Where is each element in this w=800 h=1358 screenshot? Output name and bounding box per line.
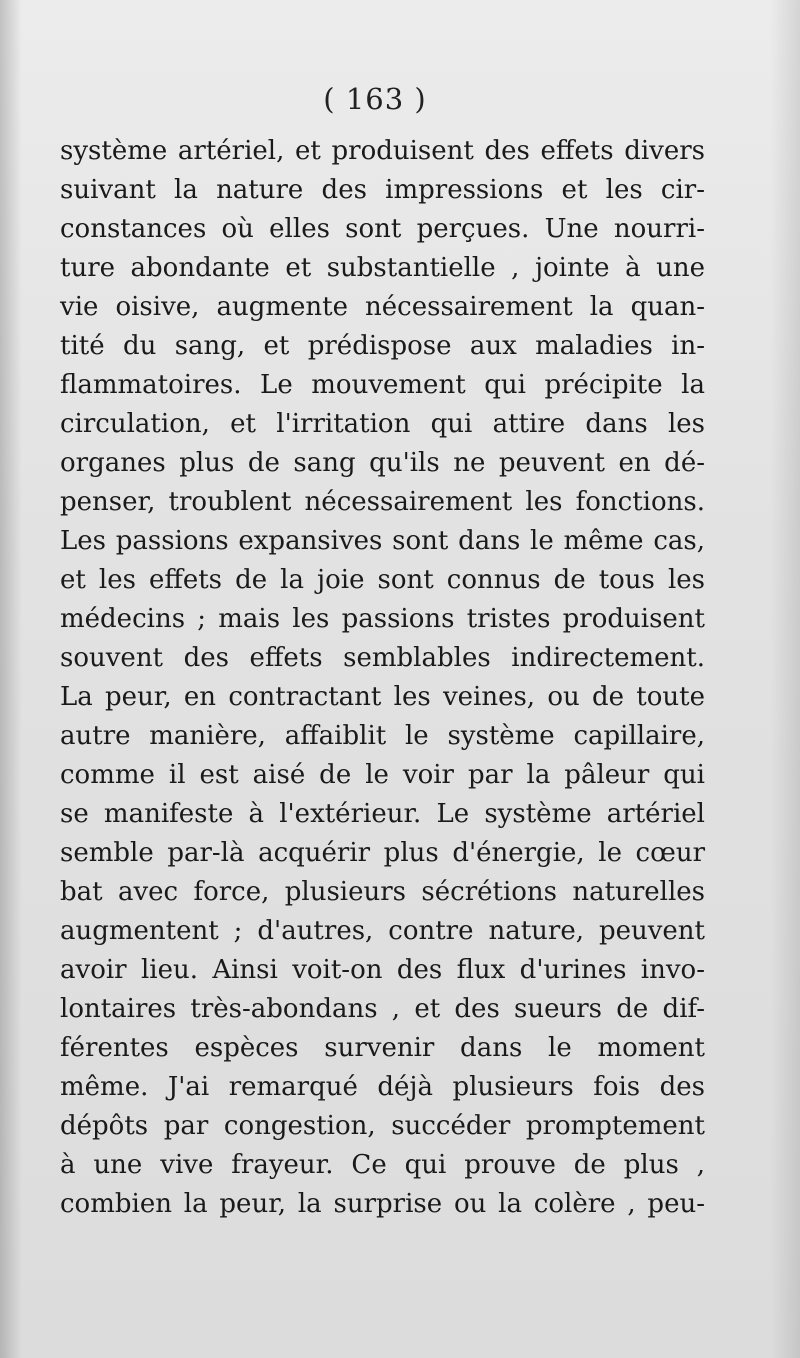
text-line: système artériel, et produisent des effets divers bbox=[60, 136, 705, 166]
text-line: autre manière, affaiblit le système capillaire, bbox=[60, 721, 705, 751]
text-line: augmentent ; d'autres, contre nature, peuvent bbox=[60, 916, 705, 946]
text-line: comme il est aisé de le voir par la pâleur qui bbox=[60, 760, 705, 790]
text-line: même. J'ai remarqué déjà plusieurs fois des bbox=[60, 1072, 705, 1102]
text-line: se manifeste à l'extérieur. Le système artériel bbox=[60, 799, 705, 829]
text-line: dépôts par congestion, succéder promptement bbox=[60, 1111, 705, 1141]
text-line: férentes espèces survenir dans le moment bbox=[60, 1033, 705, 1063]
text-line: combien la peur, la surprise ou la colère , peu- bbox=[60, 1189, 705, 1219]
body-text bbox=[60, 132, 705, 1224]
text-line: souvent des effets semblables indirectement. bbox=[60, 643, 705, 673]
text-line: vie oisive, augmente nécessairement la quan- bbox=[60, 292, 705, 322]
text-line: et les effets de la joie sont connus de tous les bbox=[60, 565, 705, 595]
text-line: organes plus de sang qu'ils ne peuvent en dé- bbox=[60, 448, 705, 478]
text-line: lontaires très-abondans , et des sueurs de dif- bbox=[60, 994, 705, 1024]
text-line: à une vive frayeur. Ce qui prouve de plus , bbox=[60, 1150, 705, 1180]
text-line: constances où elles sont perçues. Une nourri- bbox=[60, 214, 705, 244]
text-line: médecins ; mais les passions tristes produisent bbox=[60, 604, 705, 634]
text-line: La peur, en contractant les veines, ou de toute bbox=[60, 682, 705, 712]
text-line: Les passions expansives sont dans le même cas, bbox=[60, 526, 705, 556]
text-line: avoir lieu. Ainsi voit-on des flux d'urines invo- bbox=[60, 955, 705, 985]
text-line: ture abondante et substantielle , jointe à une bbox=[60, 253, 705, 283]
text-line: semble par-là acquérir plus d'énergie, le cœur bbox=[60, 838, 705, 868]
page-number: ( 163 ) bbox=[323, 82, 427, 116]
text-line: flammatoires. Le mouvement qui précipite la bbox=[60, 370, 705, 400]
text-line: bat avec force, plusieurs sécrétions naturelles bbox=[60, 877, 705, 907]
text-line: suivant la nature des impressions et les cir- bbox=[60, 175, 705, 205]
text-line: tité du sang, et prédispose aux maladies in- bbox=[60, 331, 705, 361]
text-line: circulation, et l'irritation qui attire dans les bbox=[60, 409, 705, 439]
text-line: penser, troublent nécessairement les fonctions. bbox=[60, 487, 705, 517]
